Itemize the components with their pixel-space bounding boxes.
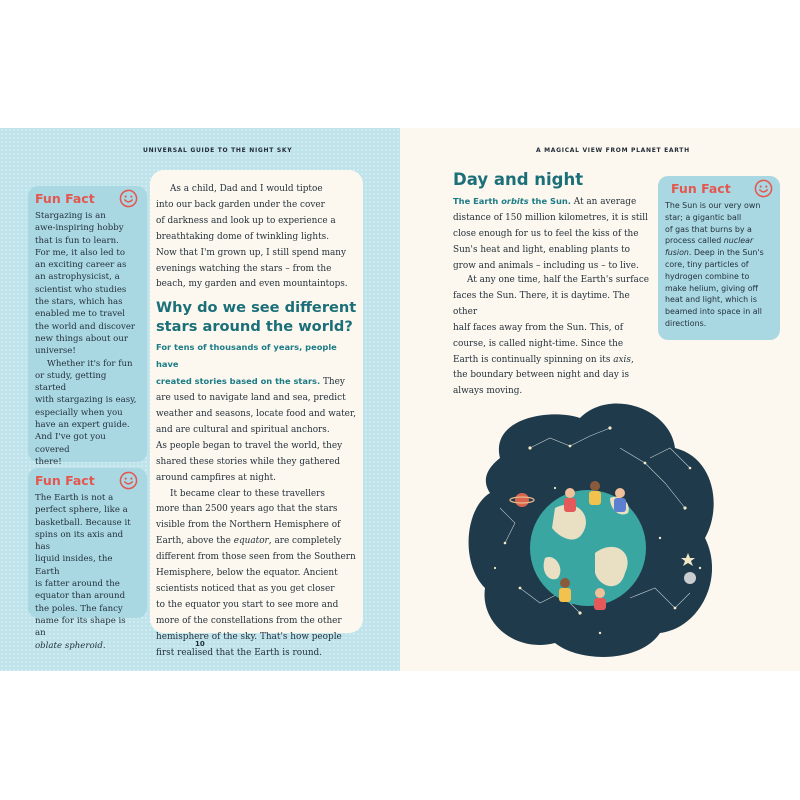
fun-fact-box-1	[28, 186, 147, 467]
earth-globe	[530, 490, 646, 606]
running-head-left: UNIVERSAL GUIDE TO THE NIGHT SKY	[143, 147, 293, 154]
stories-paragraph: For tens of thousands of years, people have created stories based on the stars. They are used to navigate land and sea, predict weather and seasons, locate food and water, and are cultural and spiritual anchors. As people began to travel the world, they shared these stories while they gathered around campfires at night.	[156, 342, 357, 483]
right-page	[400, 128, 800, 671]
fun-fact-title: Fun Fact	[671, 181, 731, 196]
smiley-icon	[119, 189, 138, 208]
hemisphere-paragraph: It became clear to these travellers more than 2500 years ago that the stars visible from the Northern Hemisphere of Earth, above the equator, are completely different from those seen from the Southern Hemisphere, below the equator. Ancient scientists noticed that as you get closer to the equator you start to see more and more of the constellations from the other hemisphere of the sky. That's how people first realised that the Earth is round.	[156, 488, 356, 658]
orbit-paragraph: The Earth orbits the Sun. At an average distance of 150 million kilometres, it is still close enough for us to feel the kiss of the Sun's heat and light, enabling plants to grow and animals – including us – to live.	[453, 196, 648, 271]
section-heading: Why do we see different stars around the world?	[156, 299, 357, 336]
fun-fact-text: Stargazing is an awe-inspiring hobby that is fun to learn. For me, it also led to an exciting career as an astrophysicist, a scientist who studies the stars, which has enabled me to travel the world and discover new things about our universe! Whether it's for fun or study, getting started with stargazing is easy, especially when you have an expert guide. And I've got you covered there!	[35, 211, 137, 467]
smiley-icon	[119, 471, 138, 490]
fun-fact-title: Fun Fact	[35, 473, 95, 488]
fun-fact-text: The Sun is our very own star; a gigantic ball of gas that burns by a process called nuclear fusion. Deep in the Sun's core, tiny particles of hydrogen combine to make helium, giving off heat and light, which is beamed into space in all directions.	[665, 201, 764, 328]
left-page	[0, 128, 400, 671]
day-night-paragraph: At any one time, half the Earth's surface faces the Sun. There, it is daytime. The other half faces away from the Sun. This, of course, is called night-time. Since the Earth is continually spinning on its axis, the boundary between night and day is always moving.	[453, 275, 650, 397]
smiley-icon	[754, 179, 773, 198]
page-heading: Day and night	[453, 170, 584, 189]
fun-fact-text: The Earth is not a perfect sphere, like a basketball. Because it spins on its axis and has liquid insides, the Earth is fatter around the equator than around the poles. The fancy name for its shape is an oblate spheroid.	[35, 493, 131, 651]
fun-fact-box-3	[658, 176, 780, 340]
moon	[684, 572, 696, 584]
earth-night-sky-illustration	[460, 388, 720, 666]
page-number: 10	[195, 640, 205, 648]
fun-fact-box-2	[28, 468, 147, 651]
book-spread	[0, 128, 800, 671]
running-head-right: A MAGICAL VIEW FROM PLANET EARTH	[536, 147, 690, 154]
fun-fact-title: Fun Fact	[35, 191, 95, 206]
intro-paragraph: As a child, Dad and I would tiptoe into our back garden under the cover of darkness and look up to experience a breathtaking dome of twinkling lights. Now that I'm grown up, I still spend many evenings watching the stars – from the beach, my garden and even mountaintops.	[156, 184, 348, 290]
